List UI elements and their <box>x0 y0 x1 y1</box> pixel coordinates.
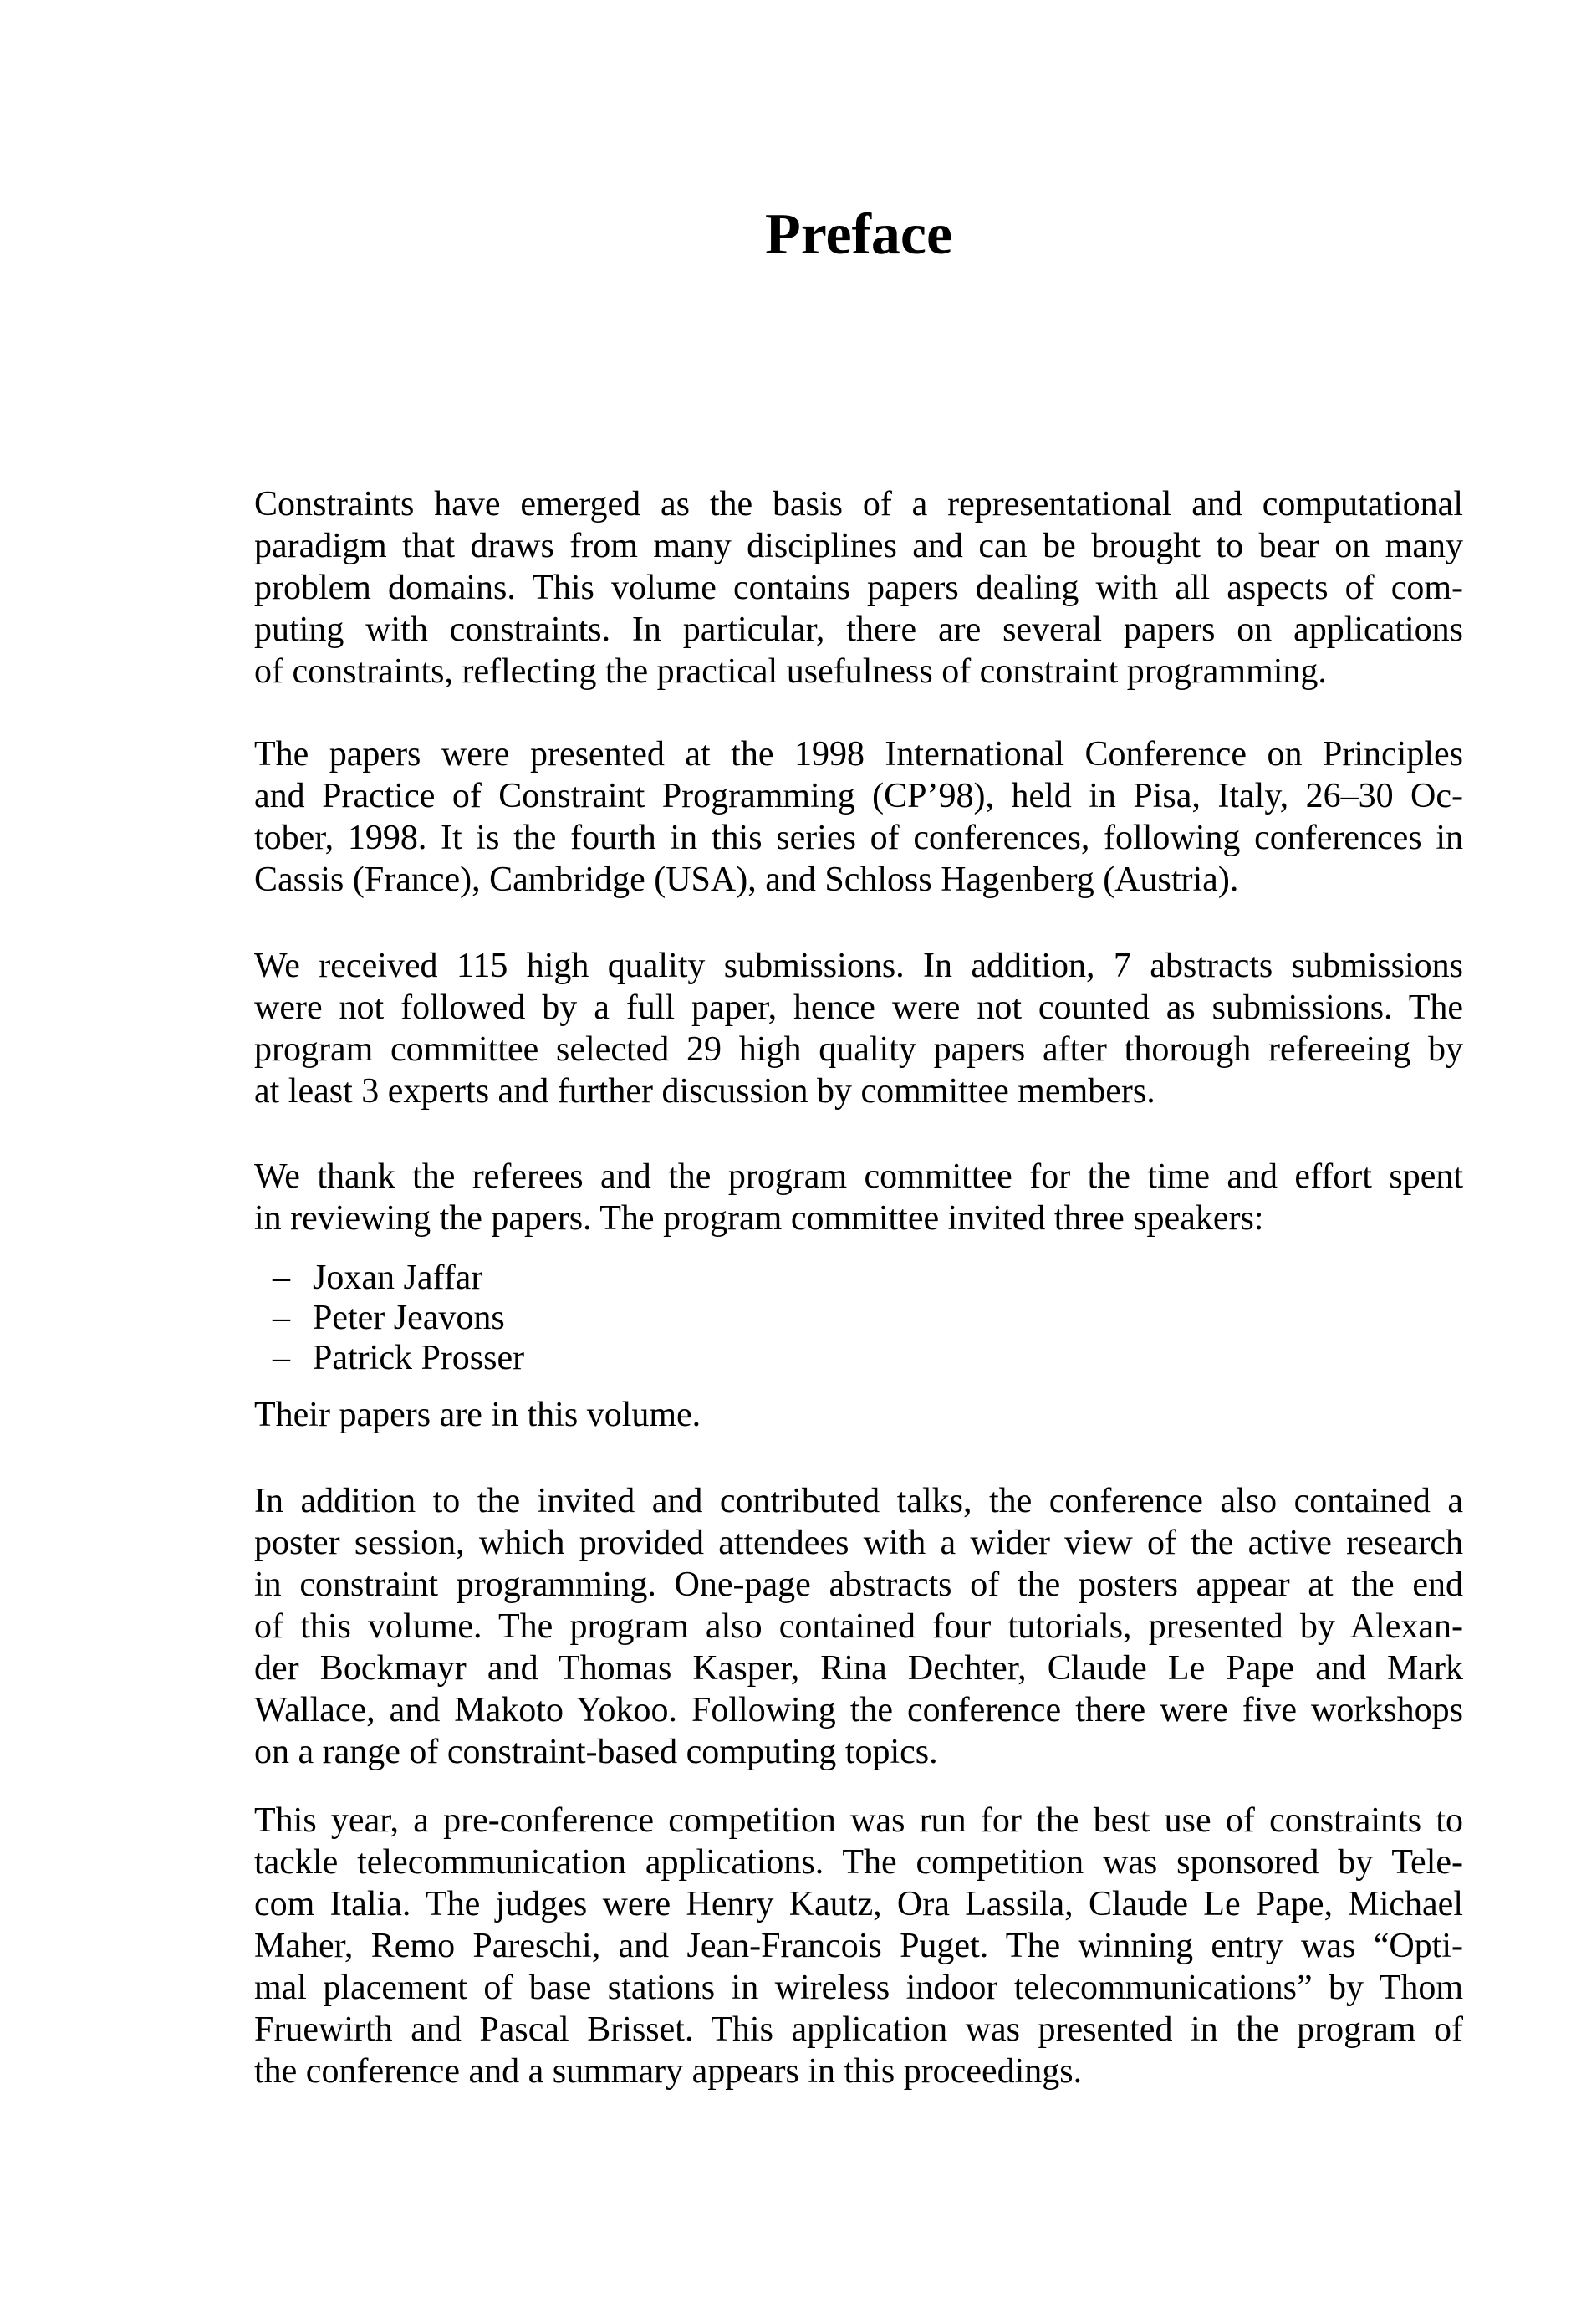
text-line: of constraints, reflecting the practical usefulness of constraint programming. <box>254 652 1327 691</box>
text-line: tober, 1998. It is the fourth in this series of conferences, following conferences in <box>254 819 1463 857</box>
list-item <box>254 1337 1463 1377</box>
text-line: puting with constraints. In particular, there are several papers on applications <box>254 610 1463 649</box>
text-line: in constraint programming. One-page abstracts of the posters appear at the end <box>254 1566 1463 1604</box>
text-line: the conference and a summary appears in this proceedings. <box>254 2052 1083 2091</box>
paragraph-intro <box>254 483 1463 692</box>
text-line: Their papers are in this volume. <box>254 1396 701 1434</box>
text-line: der Bockmayr and Thomas Kasper, Rina Dechter, Claude Le Pape and Mark <box>254 1649 1463 1688</box>
text-line: This year, a pre-conference competition was run for the best use of constraints to <box>254 1801 1463 1840</box>
paragraph-competition <box>254 1800 1463 2092</box>
paragraph-posters <box>254 1480 1463 1773</box>
text-line: com Italia. The judges were Henry Kautz, Ora Lassila, Claude Le Pape, Michael <box>254 1885 1463 1923</box>
text-line: of this volume. The program also contained four tutorials, presented by Alexan- <box>254 1607 1463 1646</box>
text-line: paradigm that draws from many disciplines and can be brought to bear on many <box>254 527 1463 565</box>
speaker-list <box>254 1257 1463 1377</box>
text-line: Fruewirth and Pascal Brisset. This application was presented in the program of <box>254 2010 1463 2049</box>
paragraph-after-list <box>254 1394 1463 1436</box>
text-line: Wallace, and Makoto Yokoo. Following the conference there were five workshops <box>254 1691 1463 1729</box>
text-line: In addition to the invited and contributed talks, the conference also contained a <box>254 1482 1463 1520</box>
list-dash: – <box>273 1259 290 1297</box>
text-line: and Practice of Constraint Programming (CP’98), held in Pisa, Italy, 26–30 Oc- <box>254 777 1463 815</box>
text-line: problem domains. This volume contains papers dealing with all aspects of com- <box>254 569 1463 607</box>
list-dash: – <box>273 1339 290 1377</box>
text-line: at least 3 experts and further discussion by committee members. <box>254 1072 1155 1111</box>
text-line: We thank the referees and the program committee for the time and effort spent <box>254 1157 1463 1196</box>
speaker-name: Joxan Jaffar <box>313 1259 483 1297</box>
text-line: were not followed by a full paper, hence were not counted as submissions. The <box>254 988 1463 1027</box>
speaker-name: Peter Jeavons <box>313 1299 505 1337</box>
paragraph-submissions <box>254 945 1463 1112</box>
text-line: mal placement of base stations in wireless indoor telecommunications” by Thom <box>254 1969 1463 2007</box>
list-item <box>254 1297 1463 1337</box>
text-line: program committee selected 29 high quality papers after thorough refereeing by <box>254 1030 1463 1069</box>
text-line: Maher, Remo Pareschi, and Jean-Francois Puget. The winning entry was “Opti- <box>254 1927 1463 1965</box>
page-title: Preface <box>764 202 953 267</box>
paragraph-thanks <box>254 1156 1463 1239</box>
list-item <box>254 1257 1463 1297</box>
text-line: on a range of constraint-based computing topics. <box>254 1733 938 1771</box>
text-line: tackle telecommunication applications. The competition was sponsored by Tele- <box>254 1843 1463 1882</box>
text-line: Constraints have emerged as the basis of a representational and computational <box>254 485 1463 524</box>
text-line: Cassis (France), Cambridge (USA), and Schloss Hagenberg (Austria). <box>254 861 1239 899</box>
list-dash: – <box>273 1299 290 1337</box>
text-line: in reviewing the papers. The program committee invited three speakers: <box>254 1199 1264 1238</box>
text-line: The papers were presented at the 1998 International Conference on Principles <box>254 735 1463 774</box>
text-line: We received 115 high quality submissions. In addition, 7 abstracts submissions <box>254 947 1463 985</box>
paragraph-conference <box>254 733 1463 901</box>
speaker-name: Patrick Prosser <box>313 1339 525 1377</box>
text-line: poster session, which provided attendees with a wider view of the active research <box>254 1524 1463 1562</box>
